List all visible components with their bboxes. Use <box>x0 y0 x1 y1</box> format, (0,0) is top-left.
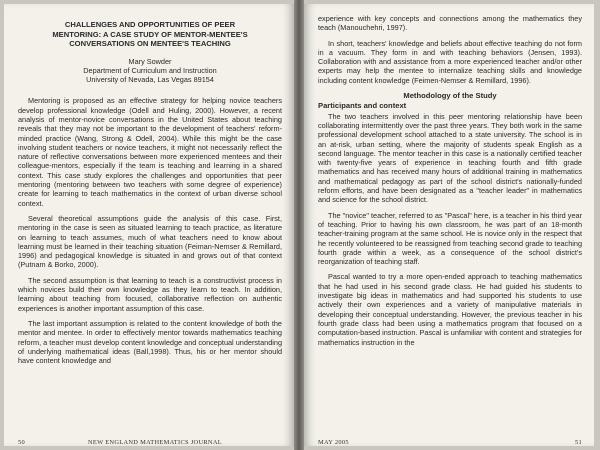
section-heading: Methodology of the Study <box>403 91 497 101</box>
right-page-number: 51 <box>575 439 582 446</box>
right-paragraph-5: Pascal wanted to try a more open-ended approach to teaching mathematics that he had used in his second grade class. He had guided his students to investigate big ideas in mathematics and had supported his students to use actively their own experiences and a variety of manipulative materials in developing their conceptual understanding. However, the previous teacher in his fourth grade class had been using a mathematics program that focused on a computation-based instruction. Pascal is unfamiliar with content and strategies for mathematics instruction in the <box>318 272 582 347</box>
left-page <box>4 4 294 446</box>
right-paragraph-3: The two teachers involved in this peer mentoring relationship have been collaborating intermittently over the past three years. They both work in the same professional development school attached to a state university. The school is in an at-risk, urban setting, where the majority of students speak English as a second language. The mentor teacher in this case is a nationally certified teacher with twenty-five years of experience in teaching fourth and fifth grade mathematics and has received many hours of additional training in mathematics and mathematical pedagogy as part of the school district's nationally-funded reform efforts, and have been designated as a "teacher leader" in mathematics and science for the school district. <box>318 111 582 205</box>
subsection-heading: Participants and context <box>318 101 407 111</box>
author-name: Mary Sowder <box>128 56 172 66</box>
left-page-number: 50 <box>18 439 25 446</box>
right-page <box>304 4 594 446</box>
left-paragraph-1: Mentoring is proposed as an effective strategy for helping novice teachers develop professional knowledge (Odell and Huling, 2000). However, a recent analysis of mentor-novice conversations in the United States about teaching reveals that they may not be important to the development of teachers' reform-minded practice (Wang, Strong & Odell, 2004). While this might be the case involving student teachers or novice teachers, it might not necessarily reflect the nature of reflective conversations between more experienced mentees and their colleague-mentors, especially if the team is teaching and learning in a shared context. This case study explores the challenges and opportunities that peer mentoring (mentoring between two teachers with some degree of experience) create for learning to teach mathematics in the context of urban diverse school context. <box>18 96 282 208</box>
left-paragraph-4: The last important assumption is related to the content knowledge of both the mentor and mentee. In order to effectively mentor towards mathematics teaching reform, a teacher must develop content knowledge and conceptual understanding of underlying mathematical ideas (Ball,1998). Thus, his or her mentor should have content knowledge and <box>18 318 282 366</box>
book-gutter <box>294 0 304 450</box>
title-line-1: CHALLENGES AND OPPORTUNITIES OF PEER <box>64 20 236 29</box>
issue-date: MAY 2005 <box>318 439 349 446</box>
title-line-3: CONVERSATIONS ON MENTEE'S TEACHING <box>69 39 231 48</box>
author-block <box>18 57 282 85</box>
right-paragraph-1: experience with key concepts and connections among the mathematics they teach (Manouchehri, 1997). <box>318 14 582 33</box>
left-paragraph-2: Several theoretical assumptions guide the analysis of this case. First, mentoring in the case is seen as situated learning to teach practice, as literature on learning to teach assumes, much of what teachers need to know about learning must be learned in their teaching situation (Feiman-Nemser & Remillard, 1996) and pedagogical knowledge is situated in and grows out of that context (Putnam & Borko, 2000). <box>18 213 282 270</box>
right-paragraph-4: The "novice" teacher, referred to as "Pascal" here, is a teacher in his third year of teaching. Prior to having his own classroom, he was part of an 18-month teacher-training program at the same school. He is novice only in the respect that he recently volunteered to be reassigned from teaching second grade to teaching fourth grade within a week, as a consequence of the school district's reorganization of teaching staff. <box>318 210 582 267</box>
left-paragraph-3: The second assumption is that learning to teach is a constructivist process in which novices build their own knowledge as they learn to teach. In addition, learning about teaching from focused, collaborative reflection on authentic experiences is another important assumption of this case. <box>18 275 282 313</box>
journal-name: NEW ENGLAND MATHEMATICS JOURNAL <box>88 439 222 446</box>
author-university: University of Nevada, Las Vegas 89154 <box>86 75 214 85</box>
right-paragraph-2: In short, teachers' knowledge and beliefs about effective teaching do not form in a vacuum. They form in and with teaching behaviors (Jensen, 1993). Collaboration with and assistance from a more experienced teacher and/or other experts may help the mentee to internalize teaching skills and knowledge including content knowledge (Feimen-Nemser & Remillard, 1996). <box>318 38 582 85</box>
article-title <box>26 20 274 49</box>
author-department: Department of Curriculum and Instruction <box>83 65 217 75</box>
title-line-2: MENTORING: A CASE STUDY OF MENTOR-MENTEE'S <box>52 29 248 39</box>
